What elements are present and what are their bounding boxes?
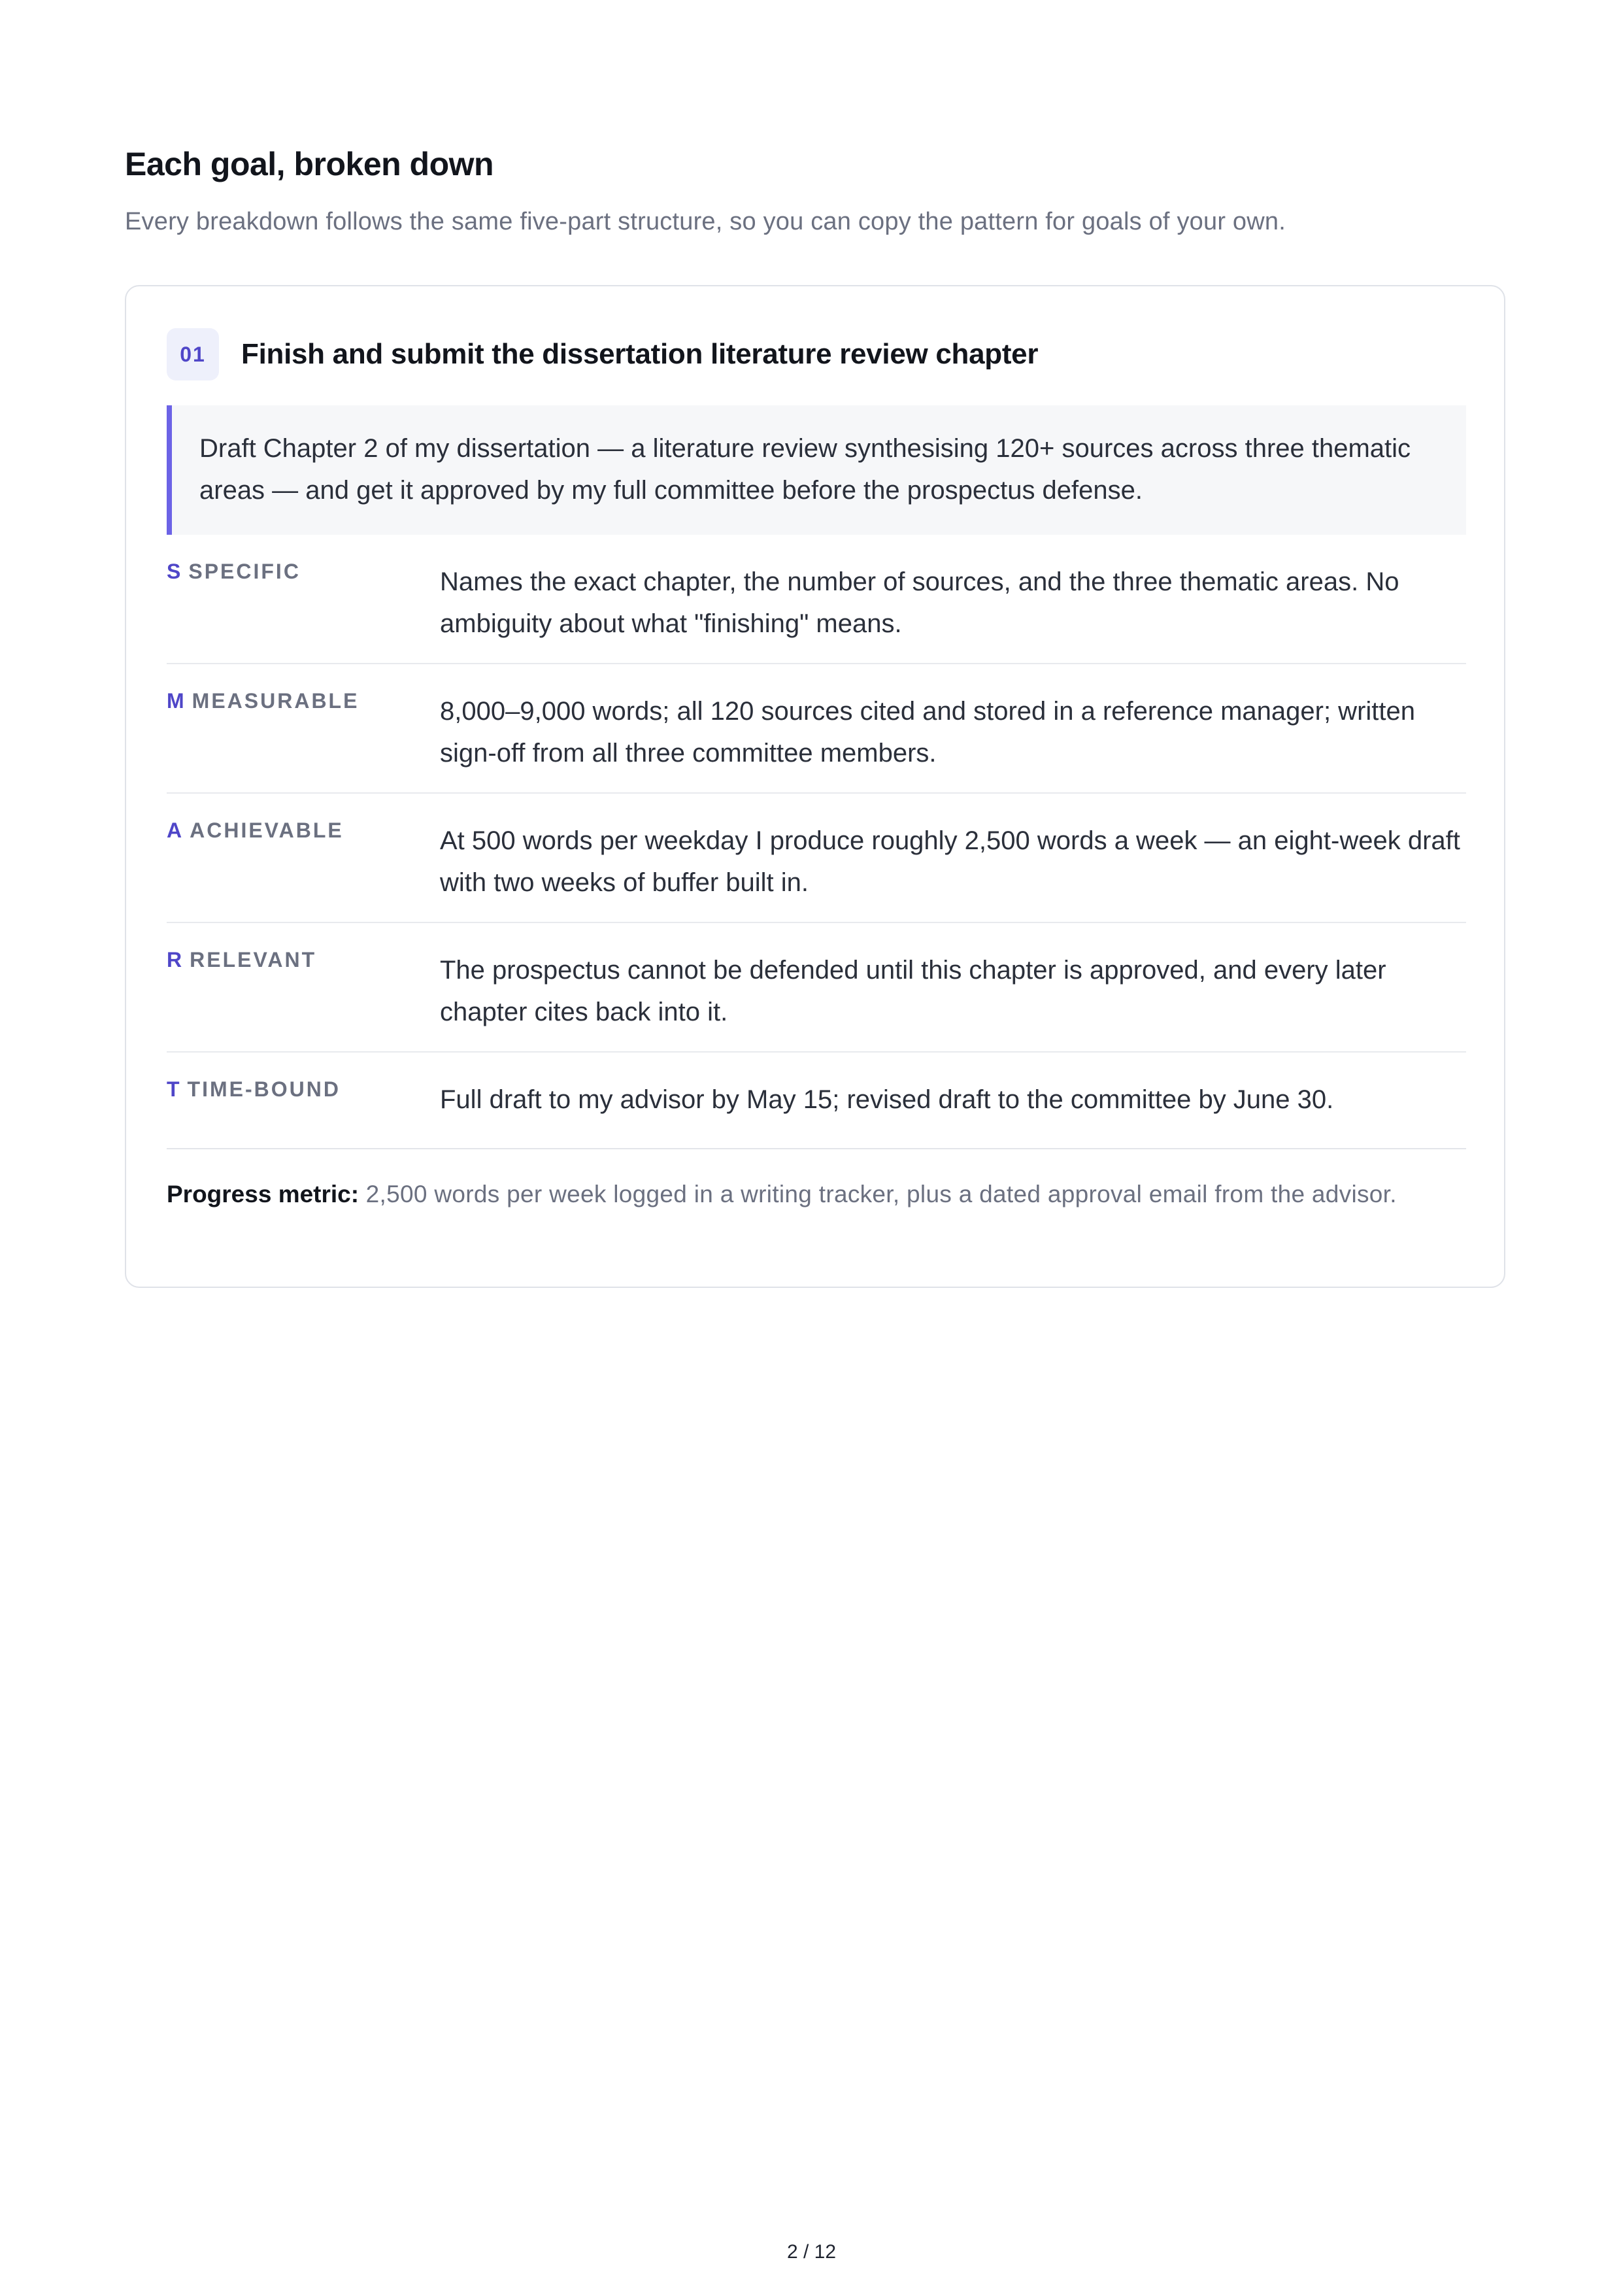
- criteria-letter: A: [167, 819, 182, 842]
- section-subtitle: Every breakdown follows the same five-part structure, so you can copy the pattern for goals of your own.: [125, 208, 1286, 235]
- criteria-text: At 500 words per weekday I produce roughly 2,500 words a week — an eight-week draft with two weeks of buffer built in.: [440, 826, 1460, 897]
- metric-divider: [167, 1148, 1466, 1149]
- criteria-letter: S: [167, 560, 181, 583]
- criteria-list: [167, 535, 1466, 1139]
- criteria-text: Full draft to my advisor by May 15; revised draft to the committee by June 30.: [440, 1085, 1334, 1114]
- criteria-letter: R: [167, 948, 182, 971]
- criteria-name: ACHIEVABLE: [190, 819, 344, 842]
- criteria-label: [167, 1077, 341, 1102]
- goal-title: Finish and submit the dissertation literature review chapter: [241, 338, 1039, 370]
- criteria-text: 8,000–9,000 words; all 120 sources cited and stored in a reference manager; written sign-off from all three committee members.: [440, 697, 1415, 768]
- criteria-row-specific: [167, 535, 1466, 664]
- criteria-name: TIME-BOUND: [187, 1077, 341, 1101]
- criteria-name: RELEVANT: [190, 948, 317, 971]
- progress-metric: [167, 1175, 1466, 1213]
- page-number: 2 / 12: [786, 2241, 837, 2263]
- criteria-letter: M: [167, 689, 184, 713]
- criteria-label: [167, 689, 359, 713]
- criteria-name: SPECIFIC: [188, 560, 301, 583]
- goal-card: [125, 285, 1505, 1288]
- criteria-letter: T: [167, 1077, 180, 1101]
- criteria-label: [167, 948, 316, 972]
- section-title: Each goal, broken down: [125, 146, 494, 182]
- criteria-name: MEASURABLE: [192, 689, 360, 713]
- criteria-row-achievable: [167, 794, 1466, 923]
- criteria-row-time-bound: [167, 1053, 1466, 1139]
- criteria-text: Names the exact chapter, the number of sources, and the three thematic areas. No ambiguity about what "finishing" means.: [440, 567, 1399, 638]
- metric-label: Progress metric:: [167, 1181, 360, 1207]
- criteria-text: The prospectus cannot be defended until this chapter is approved, and every later chapter cites back into it.: [440, 956, 1386, 1026]
- goal-header: [167, 328, 1464, 380]
- criteria-row-relevant: [167, 923, 1466, 1053]
- goal-number-badge: 01: [167, 328, 219, 380]
- criteria-row-measurable: [167, 664, 1466, 794]
- goal-statement: Draft Chapter 2 of my dissertation — a literature review synthesising 120+ sources across three thematic areas — and get it approved by my full committee before the prospectus defense.: [167, 405, 1466, 535]
- criteria-label: [167, 819, 344, 843]
- metric-text: 2,500 words per week logged in a writing tracker, plus a dated approval email from the advisor.: [365, 1181, 1397, 1207]
- criteria-label: [167, 560, 301, 584]
